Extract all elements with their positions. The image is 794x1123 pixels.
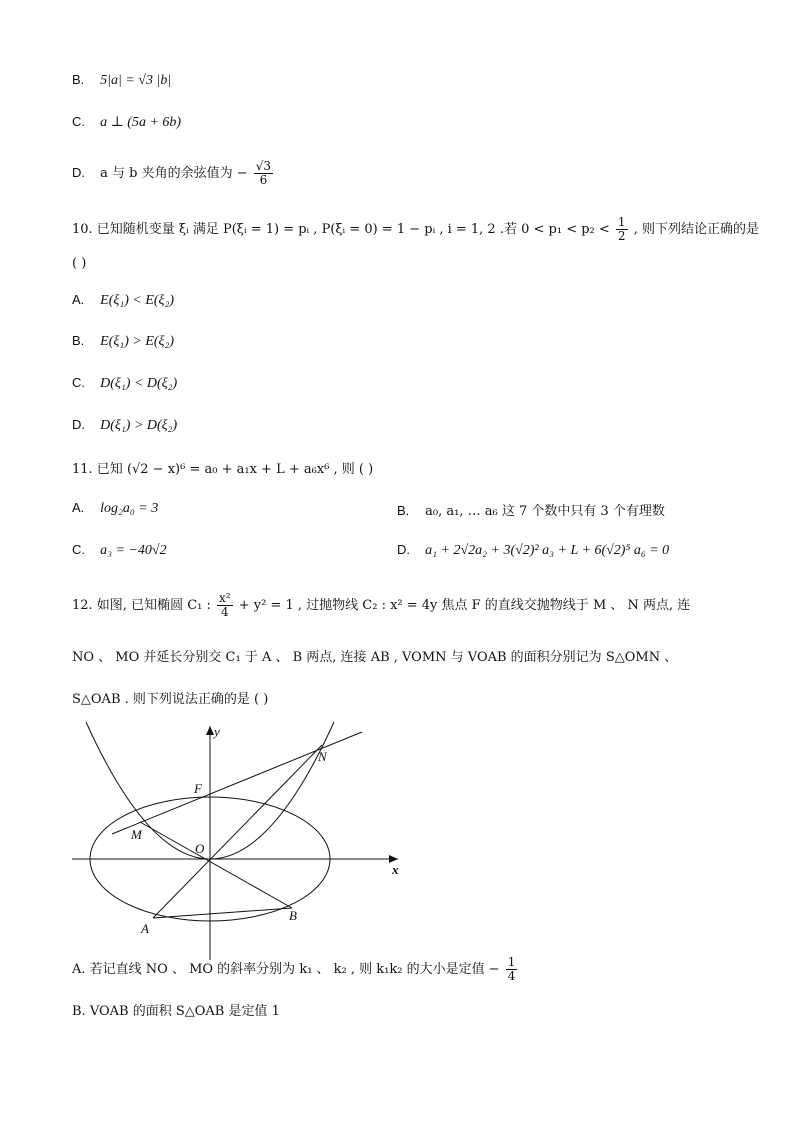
option-math: D(ξ₁) > D(ξ₂) [100,418,178,433]
frac-den: 2 [617,229,626,243]
q12-stem-a: 12. 如图, 已知椭圆 C₁ : [72,598,211,613]
option-letter: B. [72,333,85,348]
label-m: M [131,827,142,842]
option-math: a₃ = −40√2 [100,543,167,558]
option-letter: A. [72,500,85,515]
option-letter: D. [397,542,410,557]
option-math: 5|a| = √3 |b| [100,73,172,88]
option-letter: B. [72,72,85,87]
option-letter: B. [397,503,410,518]
option-math: log₂a₀ = 3 [100,501,159,516]
line-mb [140,822,292,908]
frac-den: 4 [220,605,229,619]
option-letter: C. [72,542,85,557]
label-x: x [392,862,399,877]
fraction [506,956,518,983]
q11-stem: 11. 已知 (√2 − x)⁶ = a₀ + a₁x + L + a₆x⁶ , 则 ( ) [72,462,374,477]
line-na [153,745,322,918]
y-axis-arrow-icon [206,726,214,735]
q12-option-a [72,956,519,983]
option-text: A. 若记直线 NO 、 MO 的斜率分别为 k₁ 、 k₂ , 则 k₁k₂ 的大小是定值 − [72,962,500,977]
label-y: y [214,724,220,739]
frac-num: x² [219,591,231,605]
q12-stem-b: + y² = 1 , 过抛物线 C₂ : x² = 4y 焦点 F 的直线交抛物线于 M 、 N 两点, 连 [238,598,691,613]
option-letter: A. [72,292,85,307]
frac-num: 1 [507,955,516,969]
line-mn [112,732,362,834]
q10-stem-tail: , 则下列结论正确的是 [633,222,759,237]
frac-num: √3 [255,159,272,173]
option-math: D(ξ₁) < D(ξ₂) [100,376,178,391]
label-n: N [318,749,327,764]
option-letter: D. [72,165,85,180]
option-math: E(ξ₁) < E(ξ₂) [100,293,175,308]
option-letter: C. [72,375,85,390]
option-math: a₁ + 2√2a₂ + 3(√2)² a₃ + L + 6(√2)⁵ a₆ = 0 [425,543,670,558]
label-b: B [289,908,297,923]
q10-stem-text: 10. 已知随机变量 ξᵢ 满足 P(ξᵢ = 1) = pᵢ , P(ξᵢ = 0) = 1 − pᵢ , i = 1, 2 .若 0 < p₁ < p₂ < [72,222,610,237]
frac-den: 4 [507,969,516,983]
option-text: a₀, a₁, … a₆ 这 7 个数中只有 3 个有理数 [425,504,665,519]
q12-line2: NO 、 MO 并延长分别交 C₁ 于 A 、 B 两点, 连接 AB , VOMN 与 VOAB 的面积分别记为 S△OMN 、 [72,650,678,665]
option-letter: C. [72,114,85,129]
option-text: a 与 b 夹角的余弦值为 − [100,166,248,181]
q12-option-b: B. VOAB 的面积 S△OAB 是定值 1 [72,1004,280,1019]
label-o: O [195,841,205,856]
option-math: E(ξ₁) > E(ξ₂) [100,334,175,349]
q10-paren: ( ) [72,256,87,271]
q12-line3: S△OAB . 则下列说法正确的是 ( ) [72,692,269,707]
label-a: A [141,921,149,936]
option-letter: D. [72,417,85,432]
label-f: F [194,781,202,796]
frac-den: 6 [259,173,268,187]
option-math: a ⊥ (5a + 6b) [100,115,182,130]
frac-num: 1 [617,215,626,229]
